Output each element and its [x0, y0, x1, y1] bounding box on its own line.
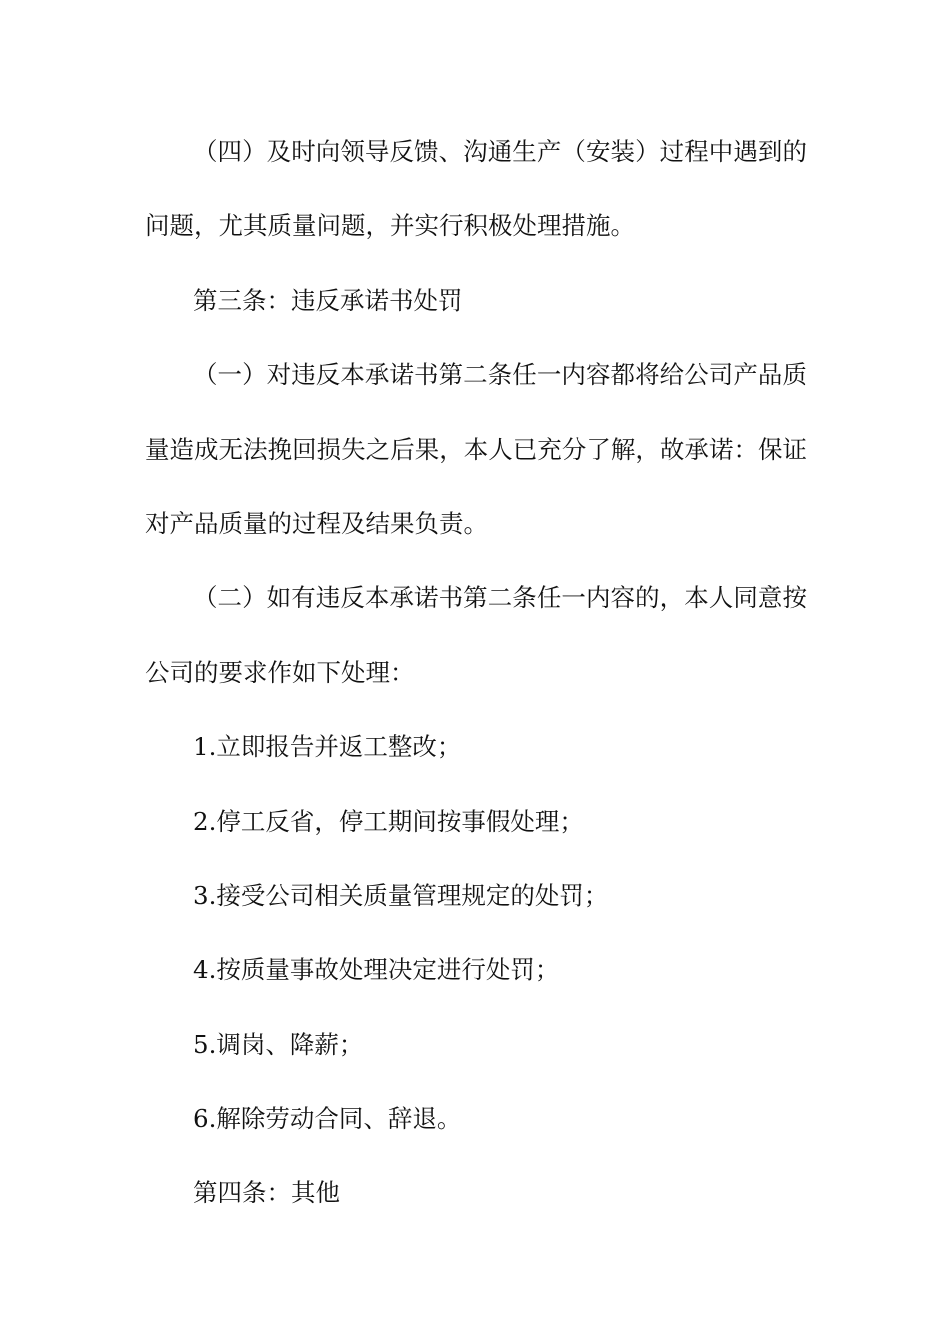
document-body — [145, 128, 807, 1244]
list-item: 6.解除劳动合同、辞退。 — [193, 1104, 462, 1134]
section-heading: 第四条：其他 — [193, 1178, 340, 1208]
paragraph-line: （四）及时向领导反馈、沟通生产（安装）过程中遇到的 — [193, 137, 807, 166]
paragraph-line: 量造成无法挽回损失之后果，本人已充分了解，故承诺：保证 — [145, 434, 807, 464]
section-heading: 第三条：违反承诺书处罚 — [193, 285, 463, 315]
list-item: 5.调岗、降薪； — [193, 1029, 364, 1059]
paragraph-line: （一）对违反本承诺书第二条任一内容都将给公司产品质 — [193, 360, 807, 390]
paragraph-line: （二）如有违反本承诺书第二条任一内容的，本人同意按 — [193, 583, 807, 613]
paragraph-line: 公司的要求作如下处理： — [145, 657, 415, 687]
list-item: 1.立即报告并返工整改； — [193, 732, 462, 762]
list-item: 3.接受公司相关质量管理规定的处罚； — [193, 880, 609, 910]
list-item: 4.按质量事故处理决定进行处罚； — [193, 955, 560, 985]
list-item: 2.停工反省，停工期间按事假处理； — [193, 806, 584, 836]
paragraph-line: 问题，尤其质量问题，并实行积极处理措施。 — [145, 211, 635, 241]
paragraph-line: 对产品质量的过程及结果负责。 — [145, 508, 488, 538]
